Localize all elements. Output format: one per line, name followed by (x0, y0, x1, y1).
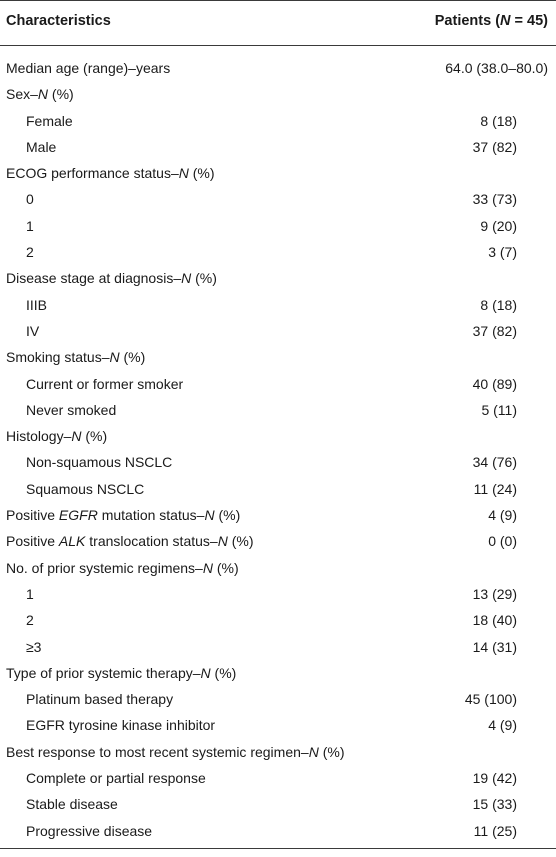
row-value: 5 (11) (481, 401, 517, 418)
row-value: 9 (20) (480, 217, 517, 234)
row-label: 1 (26, 217, 34, 234)
table-row (0, 712, 556, 738)
row-label: 1 (26, 585, 34, 602)
row-value: 34 (76) (472, 454, 517, 471)
header-patients (435, 13, 548, 29)
table-row (0, 397, 556, 423)
row-label: 2 (26, 244, 34, 261)
row-label: Positive EGFR mutation status–N (%) (6, 507, 241, 524)
table-row (0, 134, 556, 160)
row-value: 14 (31) (472, 638, 517, 655)
table-row (0, 371, 556, 397)
row-label: 2 (26, 612, 34, 629)
row-value: 3 (7) (488, 244, 517, 261)
row-value: 19 (42) (472, 770, 517, 787)
row-label: Progressive disease (26, 822, 153, 839)
table-row (0, 739, 556, 765)
table-bottom-rule (0, 848, 556, 849)
row-label: ECOG performance status–N (%) (6, 165, 215, 182)
row-value: 11 (25) (473, 822, 517, 839)
row-label: Male (26, 138, 57, 155)
table-row (0, 607, 556, 633)
row-label: ≥3 (26, 638, 42, 655)
row-label: Non-squamous NSCLC (26, 454, 173, 471)
table-row (0, 765, 556, 791)
row-value: 13 (29) (472, 585, 517, 602)
row-value: 15 (33) (472, 796, 517, 813)
row-value: 45 (100) (464, 691, 517, 708)
row-label: Complete or partial response (26, 770, 206, 787)
table-row (0, 423, 556, 449)
row-value: 64.0 (38.0–80.0) (445, 60, 548, 76)
table-row (0, 160, 556, 186)
table-row (0, 502, 556, 528)
row-label: Median age (range)–years (6, 60, 171, 76)
header-characteristics: Characteristics (6, 13, 111, 29)
table-row (0, 81, 556, 107)
table-row (0, 791, 556, 817)
row-value: 4 (9) (488, 717, 517, 734)
table-body (0, 55, 556, 844)
row-value: 8 (18) (480, 112, 517, 129)
table-row (0, 55, 556, 81)
table-row (0, 660, 556, 686)
row-label: Best response to most recent systemic regimen–N (%) (6, 743, 345, 760)
row-label: EGFR tyrosine kinase inhibitor (26, 717, 216, 734)
row-label: Histology–N (%) (6, 428, 108, 445)
table-row (0, 634, 556, 660)
table-row (0, 344, 556, 370)
table-row (0, 528, 556, 554)
row-value: 33 (73) (472, 191, 517, 208)
row-label: 0 (26, 191, 34, 208)
table-row (0, 239, 556, 265)
table-row (0, 581, 556, 607)
row-value: 8 (18) (480, 296, 517, 313)
row-value: 18 (40) (472, 612, 517, 629)
row-label: IV (26, 322, 40, 339)
table-header-rule (0, 45, 556, 46)
table-row (0, 186, 556, 212)
row-label: Current or former smoker (26, 375, 184, 392)
table-row (0, 265, 556, 291)
row-label: Never smoked (26, 401, 117, 418)
table-row (0, 476, 556, 502)
table-row (0, 213, 556, 239)
table-header (0, 0, 556, 45)
row-label: No. of prior systemic regimens–N (%) (6, 559, 239, 576)
table-row (0, 108, 556, 134)
row-label: Smoking status–N (%) (6, 349, 146, 366)
row-value: 11 (24) (473, 480, 517, 497)
table-row (0, 555, 556, 581)
row-value: 40 (89) (472, 375, 517, 392)
table-row (0, 292, 556, 318)
header-patients-suffix: = 45) (510, 13, 548, 29)
table-row (0, 686, 556, 712)
row-value: 0 (0) (488, 533, 517, 550)
row-label: IIIB (26, 296, 48, 313)
row-label: Platinum based therapy (26, 691, 174, 708)
table-row (0, 449, 556, 475)
row-label: Sex–N (%) (6, 86, 74, 103)
row-label: Female (26, 112, 73, 129)
header-patients-prefix: Patients ( (434, 13, 501, 29)
header-patients-n: N (500, 13, 511, 29)
row-label: Type of prior systemic therapy–N (%) (6, 664, 237, 681)
row-value: 37 (82) (472, 322, 517, 339)
row-label: Squamous NSCLC (26, 480, 145, 497)
row-value: 37 (82) (472, 138, 517, 155)
row-label: Stable disease (26, 796, 118, 813)
row-value: 4 (9) (488, 507, 517, 524)
row-label: Positive ALK translocation status–N (%) (6, 533, 254, 550)
table-row (0, 318, 556, 344)
row-label: Disease stage at diagnosis–N (%) (6, 270, 217, 287)
table-row (0, 818, 556, 844)
